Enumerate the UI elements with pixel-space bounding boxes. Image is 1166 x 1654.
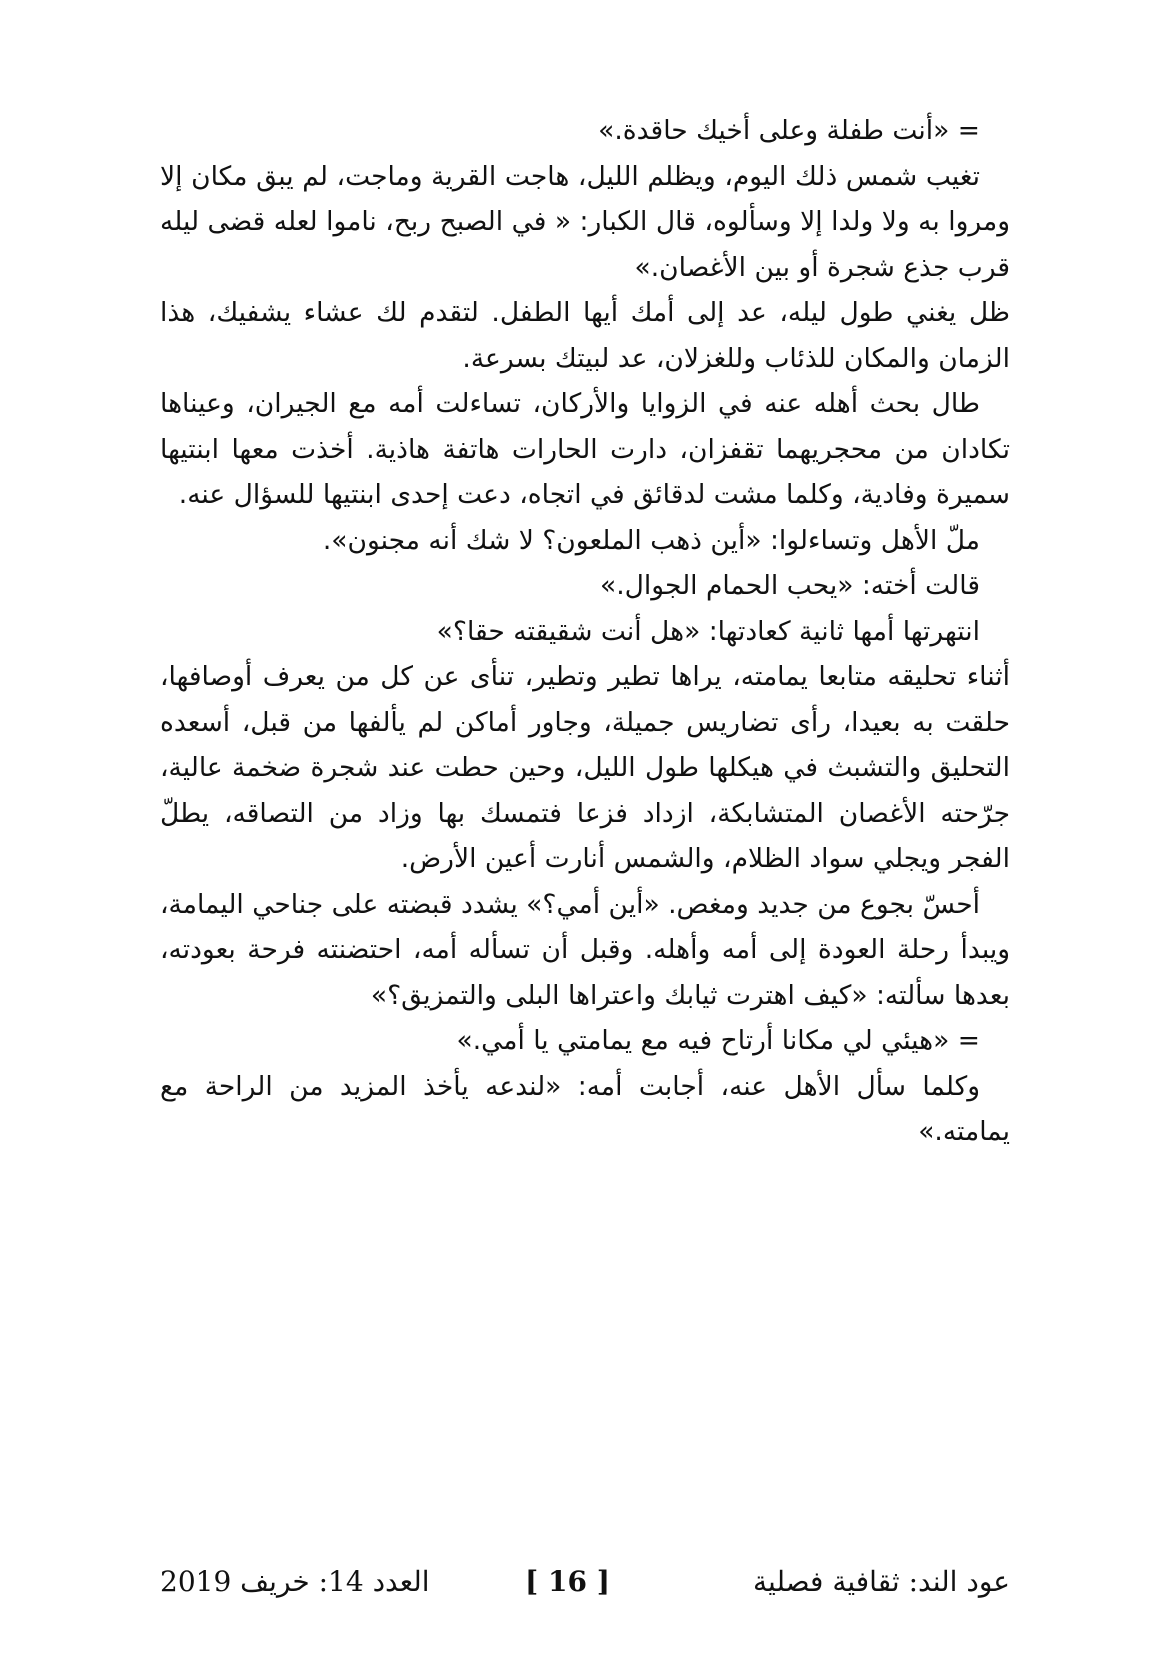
article-paragraph: قالت أخته: «يحب الحمام الجوال.»	[600, 570, 980, 601]
article-body	[160, 108, 1010, 1155]
article-paragraph: ظل يغني طول ليله، عد إلى أمك أيها الطفل. لتقدم لك عشاء يشفيك، هذا الزمان والمكان للذئاب وللغزلان، عد لبيتك بسرعة.	[160, 297, 1010, 374]
page-footer	[160, 1565, 1010, 1615]
footer-journal-title: عود الند: ثقافية فصلية	[753, 1565, 1010, 1598]
page-number: [ 16 ]	[525, 1565, 610, 1598]
article-paragraph: طال بحث أهله عنه في الزوايا والأركان، تساءلت أمه مع الجيران، وعيناها تكادان من محجريهما تقفزان، دارت الحارات هاتفة هاذية. أخذت معها ابنتيها سميرة وفادية، وكلما مشت لدقائق في اتجاه، دعت إحدى ابنتيها للسؤال عنه.	[160, 388, 1010, 510]
article-paragraph: انتهرتها أمها ثانية كعادتها: «هل أنت شقيقته حقا؟»	[436, 615, 980, 647]
article-paragraph: أثناء تحليقه متابعا يمامته، يراها تطير وتطير، تنأى عن كل من يعرف أوصافها، حلقت به بعيدا، رأى تضاريس جميلة، وجاور أماكن لم يألفها من قبل، أسعده التحليق والتشبث في هيكلها طول الليل، وحين حطت عند شجرة ضخمة عالية، جرّحته الأغصان المتشابكة، ازداد فزعا فتمسك بها وزاد من التصاقه، يطلّ الفجر ويجلي سواد الظلام، والشمس أنارت أعين الأرض.	[160, 661, 1010, 874]
article-paragraph: ملّ الأهل وتساءلوا: «أين ذهب الملعون؟ لا شك أنه مجنون».	[322, 524, 980, 556]
article-paragraph: تغيب شمس ذلك اليوم، ويظلم الليل، هاجت القرية وماجت، لم يبق مكان إلا ومروا به ولا ولدا إلا وسألوه، قال الكبار: « في الصبح ربح، ناموا لعله قضى ليله قرب جذع شجرة أو بين الأغصان.»	[160, 160, 1010, 283]
footer-issue: العدد 14: خريف 2019	[160, 1565, 430, 1598]
article-paragraph: أحسّ بجوع من جديد ومغص. «أين أمي؟» يشدد قبضته على جناحي اليمامة، ويبدأ رحلة العودة إلى أمه وأهله. وقبل أن تسأله أمه، احتضنته فرحة بعودته، بعدها سألته: «كيف اهترت ثيابك واعتراها البلى والتمزيق؟»	[160, 888, 1010, 1011]
article-paragraph: = «هيئي لي مكانا أرتاح فيه مع يمامتي يا أمي.»	[456, 1025, 980, 1056]
article-paragraph: = «أنت طفلة وعلى أخيك حاقدة.»	[598, 115, 980, 146]
article-paragraph: وكلما سأل الأهل عنه، أجابت أمه: «لندعه يأخذ المزيد من الراحة مع يمامته.»	[160, 1070, 1010, 1147]
